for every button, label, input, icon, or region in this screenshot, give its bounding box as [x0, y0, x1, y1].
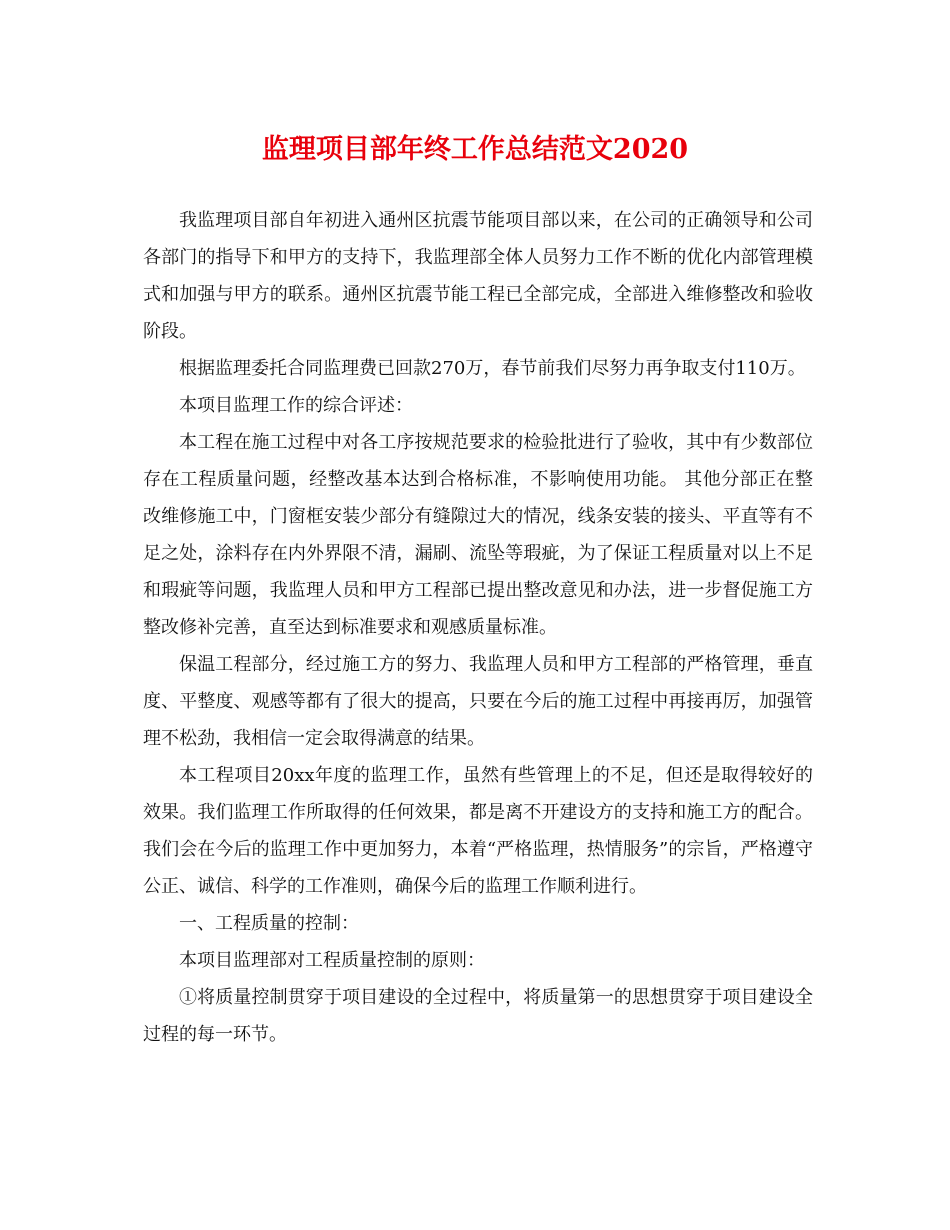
paragraph: 本项目监理工作的综合评述： — [179, 395, 413, 416]
paragraph: 我监理项目部自年初进入通州区抗震节能项目部以来，在公司的正确领导和公司各部门的指导下和甲方的支持下，我监理部全体人员努力工作不断的优化内部管理模式和加强与甲方的联系。通州区抗震节能工程已全部完成，全部进入维修整改和验收阶段。 — [143, 210, 813, 342]
paragraph: 本项目监理部对工程质量控制的原则： — [179, 950, 485, 971]
paragraph: 保温工程部分，经过施工方的努力、我监理人员和甲方工程部的严格管理，垂直度、平整度、观感等都有了很大的提高，只要在今后的施工过程中再接再厉，加强管理不松劲，我相信一定会取得满意的结果。 — [143, 654, 813, 749]
document-body — [143, 202, 813, 1053]
document-title: 监理项目部年终工作总结范文2020 — [261, 134, 689, 165]
paragraph: 本工程在施工过程中对各工序按规范要求的检验批进行了验收，其中有少数部位存在工程质量问题，经整改基本达到合格标准，不影响使用功能。 其他分部正在整改维修施工中，门窗框安装少部分有缝隙过大的情况，线条安装的接头、平直等有不足之处，涂料存在内外界限不清，漏刷、流坠等瑕疵，为了保证工程质量对以上不足和瑕疵等问题，我监理人员和甲方工程部已提出整改意见和办法，进一步督促施工方整改修补完善，直至达到标准要求和观感质量标准。 — [143, 432, 813, 638]
paragraph: 本工程项目20xx年度的监理工作，虽然有些管理上的不足，但还是取得较好的效果。我们监理工作所取得的任何效果，都是离不开建设方的支持和施工方的配合。我们会在今后的监理工作中更加努力，本着“严格监理，热情服务”的宗旨，严格遵守公正、诚信、科学的工作准则，确保今后的监理工作顺利进行。 — [143, 765, 813, 897]
section-heading: 一、工程质量的控制： — [179, 913, 359, 934]
paragraph: 根据监理委托合同监理费已回款270万，春节前我们尽努力再争取支付110万。 — [179, 358, 806, 379]
paragraph: ①将质量控制贯穿于项目建设的全过程中，将质量第一的思想贯穿于项目建设全过程的每一环节。 — [143, 987, 813, 1045]
